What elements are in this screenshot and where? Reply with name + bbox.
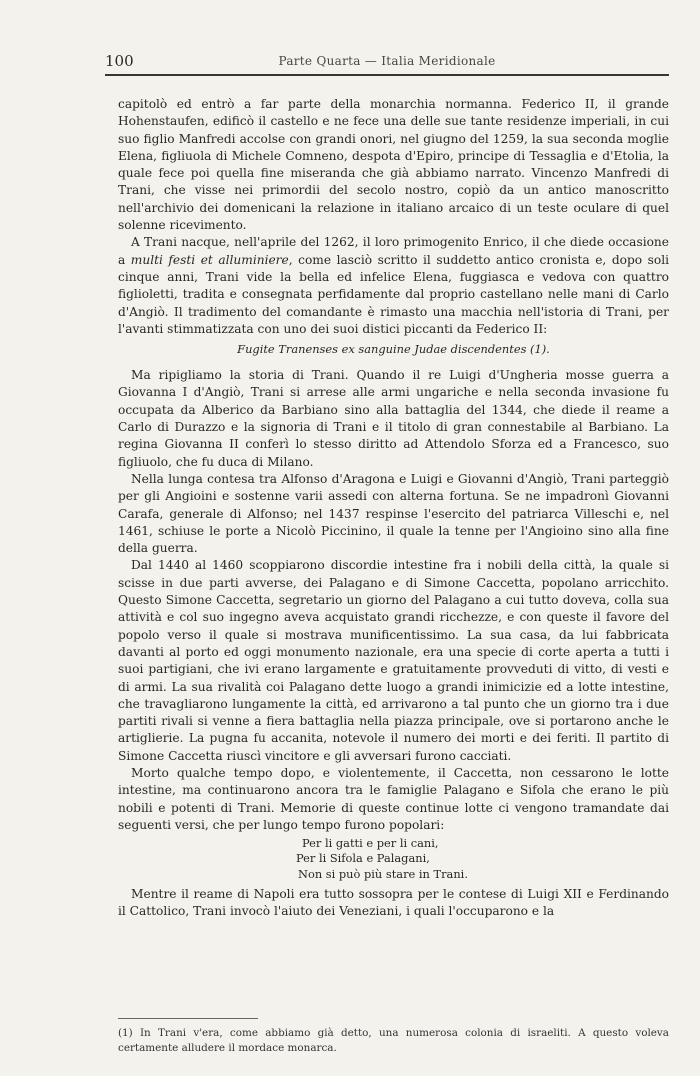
latin-quote: Fugite Tranenses ex sanguine Judae discendentes (1). [237, 342, 550, 357]
paragraph-1: capitolò ed entrò a far parte della monarchia normanna. Federico II, il grande Hohenstaufen, edificò il castello e ne fece una delle sue tante residenze imperiali, in cui suo figlio Manfredi accolse con grandi onori, nel giugno del 1259, la sua seconda moglie Elena, figliuola di Michele Comneno, despota d'Epiro, principe di Tessaglia e d'Etolia, la quale fece poi quella fine miseranda che già abbiamo narrato. Vincenzo Manfredi di Trani, che visse nei primordii del secolo nostro, copiò da un antico manoscritto nell'archivio dei domenicani la relazione in italiano arcaico di un teste oculare di quel solenne ricevimento. [118, 97, 669, 233]
body-text [118, 96, 669, 920]
popular-verse [118, 836, 669, 882]
verse-line: Per li gatti e per li cani, [302, 836, 439, 851]
running-head: Parte Quarta — Italia Meridionale [278, 54, 496, 68]
italic-phrase: multi festi et alluminiere [130, 252, 289, 267]
paragraph-2: A Trani nacque, nell'aprile del 1262, il loro primogenito Enrico, il che diede occasione a multi festi et alluminiere, come lasciò scritto il suddetto antico cronista e, dopo soli cinque anni, Trani vide la bella ed infelice Elena, fuggiasca e vedova con quattro figlioletti, tradita e consegnata perfidamente dal proprio castellano nelle mani di Carlo d'Angiò. Il tradimento del comandante è rimasto una macchia nell'istoria di Trani, per l'avanti stimmatizzata con uno dei suoi distici piccanti da Federico II: [118, 235, 670, 336]
page-number: 100 [105, 52, 134, 70]
footnote: (1) In Trani v'era, come abbiamo già detto, una numerosa colonia di israeliti. A questo voleva certamente alludere il mordace monarca. [118, 1027, 669, 1054]
verse-line: Non si può più stare in Trani. [298, 866, 468, 881]
paragraph-3: Ma ripigliamo la storia di Trani. Quando il re Luigi d'Ungheria mosse guerra a Giovanna I d'Angiò, Trani si arrese alle armi ungariche e nella seconda invasione fu occupata da Alberico da Barbiano sino alla battaglia del 1344, che diede il reame a Carlo di Durazzo e la signoria di Trani e il titolo di gran connestabile al Barbiano. La regina Giovanna II conferì lo stesso diritto ad Attendolo Sforza ed a Francesco, suo figliuolo, che fu duca di Milano. [118, 368, 669, 469]
paragraph-5: Dal 1440 al 1460 scoppiarono discordie intestine fra i nobili della città, la quale si scisse in due parti avverse, dei Palagano e di Simone Caccetta, popolano arricchito. Questo Simone Caccetta, segretario un giorno del Palagano a cui tutto doveva, colla sua attività e col suo ingegno aveva acquistato grandi ricchezze, e con queste il favore del popolo verso il quale si mostrava munificentissimo. La sua casa, da lui fabbricata davanti al porto ed oggi monumento nazionale, era una specie di corte aperta a tutti i suoi partigiani, che ivi erano largamente e gratuitamente provveduti di vitto, di vesti e di armi. La sua rivalità coi Palagano dette luogo a grandi inimicizie ed a lotte intestine, che travagliarono lungamente la città, ed arrivarono a tal punto che un giorno tra i due partiti rivali si venne a fiera battaglia nella piazza principale, ove si portarono anche le artiglierie. La pugna fu accanita, notevole il numero dei morti e dei feriti. Il partito di Simone Caccetta riuscì vincitore e gli avversari furono cacciati. [118, 558, 669, 763]
page-header [105, 52, 669, 74]
verse-line: Per li Sifola e Palagani, [296, 851, 430, 866]
paragraph-7: Mentre il reame di Napoli era tutto sossopra per le contese di Luigi XII e Ferdinando il Cattolico, Trani invocò l'aiuto dei Veneziani, i quali l'occuparono e la [118, 886, 669, 919]
paragraph-6: Morto qualche tempo dopo, e violentemente, il Caccetta, non cessarono le lotte intestine, ma continuarono ancora tra le famiglie Palagano e Sifola che erano le più nobili e potenti di Trani. Memorie di queste continue lotte ci vengono tramandate dai seguenti versi, che per lungo tempo furono popolari: [118, 765, 669, 832]
header-rule [105, 74, 669, 76]
paragraph-4: Nella lunga contesa tra Alfonso d'Aragona e Luigi e Giovanni d'Angiò, Trani parteggiò per gli Angioini e sostenne varii assedi con alterna fortuna. Se ne impadronì Giovanni Carafa, generale di Alfonso; nel 1437 respinse l'esercito del patriarca Villeschi e, nel 1461, schiuse le porte a Nicolò Piccinino, il quale la tenne per l'Angioino sino alla fine della guerra. [118, 471, 669, 556]
footnote-rule [118, 1018, 258, 1019]
